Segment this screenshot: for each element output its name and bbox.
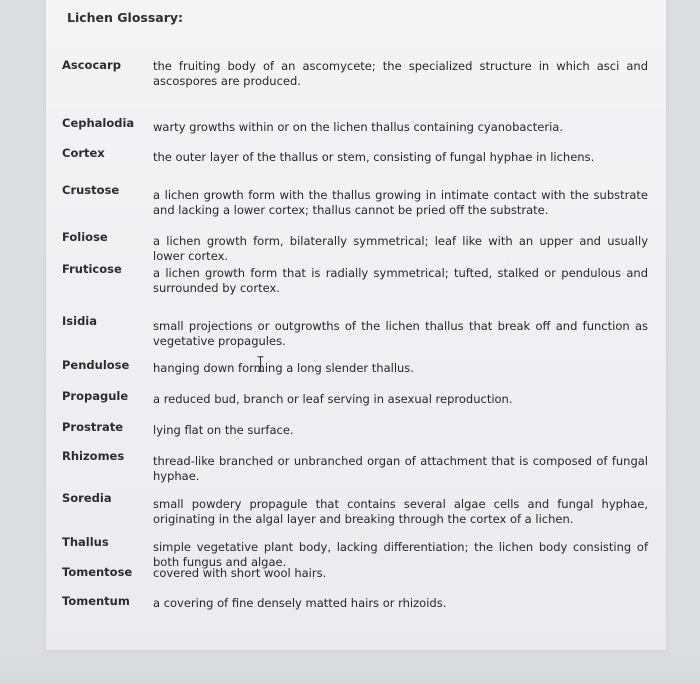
definition-propagule: a reduced bud, branch or leaf serving in asexual reproduction. [153, 392, 513, 406]
definition-ascocarp: the fruiting body of an ascomycete; the specialized structure in which asci and ascospores are produced. [153, 59, 648, 88]
term-thallus: Thallus [62, 535, 109, 549]
term-cephalodia: Cephalodia [62, 116, 135, 130]
term-ascocarp: Ascocarp [62, 58, 121, 72]
definition-prostrate: lying flat on the surface. [153, 423, 294, 437]
term-prostrate: Prostrate [62, 420, 124, 434]
term-tomentum: Tomentum [62, 594, 130, 608]
definition-tomentum: a covering of fine densely matted hairs or rhizoids. [153, 596, 447, 610]
definition-fruticose: a lichen growth form that is radially symmetrical; tufted, stalked or pendulous and surrounded by cortex. [153, 266, 648, 295]
definition-isidia: small projections or outgrowths of the lichen thallus that break off and function as vegetative propagules. [153, 319, 648, 348]
bottom-shadow [0, 650, 700, 684]
term-propagule: Propagule [62, 389, 129, 403]
definition-foliose: a lichen growth form, bilaterally symmetrical; leaf like with an upper and usually lower cortex. [153, 234, 648, 263]
definition-rhizomes: thread-like branched or unbranched organ of attachment that is composed of fungal hyphae. [153, 454, 648, 483]
glossary-title: Lichen Glossary: [67, 10, 184, 25]
definition-cephalodia: warty growths within or on the lichen thallus containing cyanobacteria. [153, 120, 563, 134]
definition-thallus: simple vegetative plant body, lacking differentiation; the lichen body consisting of both fungus and algae. [153, 540, 648, 569]
term-soredia: Soredia [62, 491, 112, 505]
term-isidia: Isidia [62, 314, 97, 328]
term-foliose: Foliose [62, 230, 108, 244]
definition-cortex: the outer layer of the thallus or stem, consisting of fungal hyphae in lichens. [153, 150, 595, 164]
term-pendulose: Pendulose [62, 358, 130, 372]
definition-soredia: small powdery propagule that contains several algae cells and fungal hyphae, originating in the algal layer and breaking through the cortex of a lichen. [153, 497, 648, 526]
term-tomentose: Tomentose [62, 565, 133, 579]
definition-pendulose: hanging down forming a long slender thallus. [153, 361, 414, 375]
definition-crustose: a lichen growth form with the thallus growing in intimate contact with the substrate and lacking a lower cortex; thallus cannot be pried off the substrate. [153, 188, 648, 217]
term-fruticose: Fruticose [62, 262, 122, 276]
term-cortex: Cortex [62, 146, 105, 160]
term-crustose: Crustose [62, 183, 120, 197]
term-rhizomes: Rhizomes [62, 449, 125, 463]
definition-tomentose: covered with short wool hairs. [153, 566, 327, 580]
text-cursor-icon [257, 356, 264, 372]
